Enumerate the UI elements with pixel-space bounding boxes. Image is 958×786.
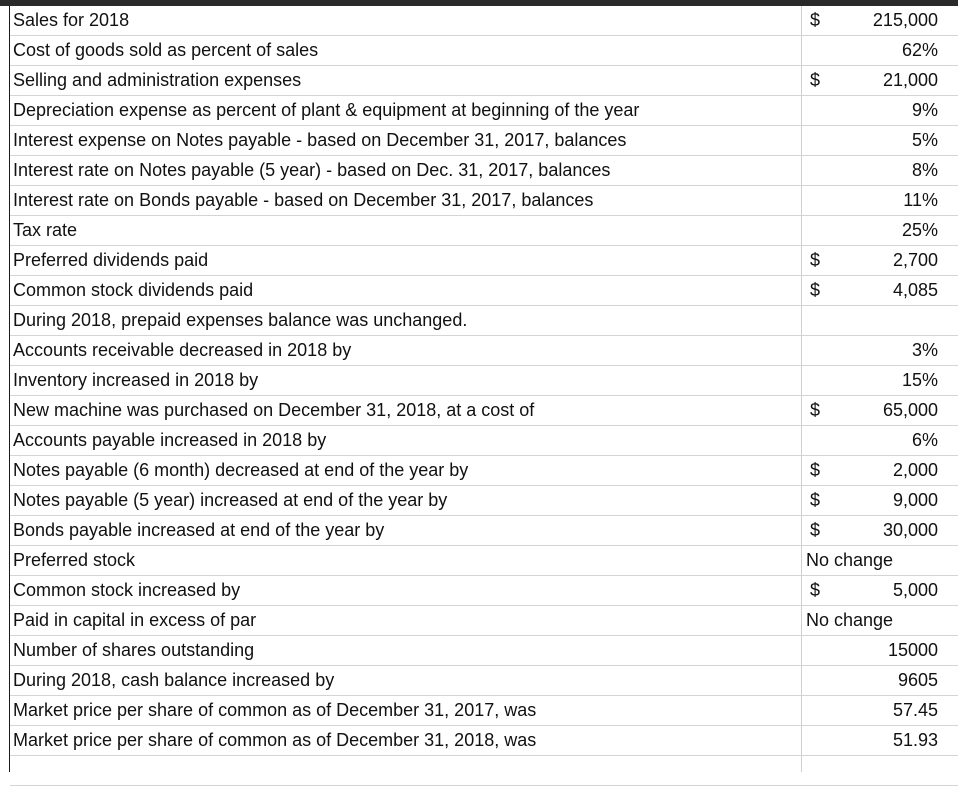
row-label-cell[interactable]: Common stock increased by xyxy=(13,580,241,600)
table-row xyxy=(10,756,958,786)
table-row xyxy=(10,306,958,336)
currency-symbol: $ xyxy=(810,280,821,300)
row-label-cell[interactable]: Tax rate xyxy=(13,220,78,240)
table-row xyxy=(10,66,958,96)
table-row xyxy=(10,6,958,36)
row-value-cell[interactable]: 65,000 xyxy=(882,400,938,420)
row-label-cell[interactable]: Notes payable (6 month) decreased at end of the year by xyxy=(13,460,469,480)
row-value-cell[interactable]: 2,000 xyxy=(892,460,938,480)
table-row xyxy=(10,126,958,156)
table-row xyxy=(10,336,958,366)
row-value-cell[interactable]: 9,000 xyxy=(892,490,938,510)
row-label-cell[interactable]: Preferred stock xyxy=(13,550,136,570)
row-label-cell[interactable]: Notes payable (5 year) increased at end of the year by xyxy=(13,490,448,510)
currency-symbol: $ xyxy=(810,580,821,600)
currency-symbol: $ xyxy=(810,490,821,510)
currency-symbol: $ xyxy=(810,520,821,540)
row-label-cell[interactable]: Bonds payable increased at end of the year by xyxy=(13,520,385,540)
row-value-cell[interactable]: 8% xyxy=(911,160,938,180)
currency-symbol: $ xyxy=(810,10,821,30)
row-value-cell[interactable]: 15000 xyxy=(887,640,938,660)
row-value-cell[interactable]: 15% xyxy=(901,370,938,390)
row-value-cell[interactable]: 2,700 xyxy=(892,250,938,270)
row-label-cell[interactable]: Sales for 2018 xyxy=(13,10,130,30)
row-value-cell[interactable]: 25% xyxy=(901,220,938,240)
row-label-cell[interactable]: Number of shares outstanding xyxy=(13,640,255,660)
row-label-cell[interactable]: During 2018, cash balance increased by xyxy=(13,670,335,690)
table-row xyxy=(10,156,958,186)
row-label-cell[interactable]: Interest expense on Notes payable - based on December 31, 2017, balances xyxy=(13,130,627,150)
row-label-cell[interactable]: New machine was purchased on December 31, 2018, at a cost of xyxy=(13,400,535,420)
row-label-cell[interactable]: During 2018, prepaid expenses balance was unchanged. xyxy=(13,310,468,330)
row-value-cell[interactable]: 5,000 xyxy=(892,580,938,600)
row-label-cell[interactable]: Selling and administration expenses xyxy=(13,70,302,90)
row-value-cell[interactable]: 9% xyxy=(911,100,938,120)
row-label-cell[interactable]: Cost of goods sold as percent of sales xyxy=(13,40,319,60)
table-row xyxy=(10,486,958,516)
row-header-edge xyxy=(0,6,10,772)
row-label-cell[interactable]: Accounts receivable decreased in 2018 by xyxy=(13,340,352,360)
table-row xyxy=(10,696,958,726)
row-value-cell[interactable]: 51.93 xyxy=(892,730,938,750)
row-value-cell[interactable]: 3% xyxy=(911,340,938,360)
currency-symbol: $ xyxy=(810,250,821,270)
row-value-cell[interactable]: 9605 xyxy=(897,670,938,690)
table-row xyxy=(10,96,958,126)
row-label-cell[interactable]: Inventory increased in 2018 by xyxy=(13,370,259,390)
currency-symbol: $ xyxy=(810,400,821,420)
row-label-cell[interactable]: Market price per share of common as of December 31, 2017, was xyxy=(13,700,537,720)
table-row xyxy=(10,186,958,216)
row-label-cell[interactable]: Interest rate on Notes payable (5 year) - based on Dec. 31, 2017, balances xyxy=(13,160,611,180)
table-row xyxy=(10,276,958,306)
row-value-cell[interactable]: 4,085 xyxy=(892,280,938,300)
row-value-cell[interactable]: 5% xyxy=(911,130,938,150)
table-row xyxy=(10,726,958,756)
table-row xyxy=(10,606,958,636)
row-value-cell[interactable]: 62% xyxy=(901,40,938,60)
row-label-cell[interactable]: Market price per share of common as of December 31, 2018, was xyxy=(13,730,537,750)
table-row xyxy=(10,396,958,426)
table-row xyxy=(10,636,958,666)
currency-symbol: $ xyxy=(810,460,821,480)
row-value-cell[interactable]: 57.45 xyxy=(892,700,938,720)
table-row xyxy=(10,36,958,66)
row-label-cell[interactable]: Preferred dividends paid xyxy=(13,250,209,270)
row-label-cell[interactable]: Common stock dividends paid xyxy=(13,280,254,300)
table-row xyxy=(10,246,958,276)
row-value-cell[interactable]: No change xyxy=(806,610,894,630)
row-label-cell[interactable]: Interest rate on Bonds payable - based on December 31, 2017, balances xyxy=(13,190,594,210)
row-value-cell[interactable]: 30,000 xyxy=(882,520,938,540)
data-table xyxy=(10,6,958,786)
currency-symbol: $ xyxy=(810,70,821,90)
table-row xyxy=(10,456,958,486)
table-row xyxy=(10,546,958,576)
table-row xyxy=(10,516,958,546)
row-value-cell[interactable]: 6% xyxy=(911,430,938,450)
row-label-cell[interactable]: Paid in capital in excess of par xyxy=(13,610,257,630)
table-row xyxy=(10,666,958,696)
row-value-cell[interactable]: 11% xyxy=(903,190,938,210)
row-value-cell[interactable]: No change xyxy=(806,550,894,570)
row-label-cell[interactable]: Depreciation expense as percent of plant & equipment at beginning of the year xyxy=(13,100,640,120)
table-row xyxy=(10,576,958,606)
row-label-cell[interactable]: Accounts payable increased in 2018 by xyxy=(13,430,327,450)
row-value-cell[interactable]: 215,000 xyxy=(872,10,938,30)
table-row xyxy=(10,426,958,456)
table-row xyxy=(10,216,958,246)
table-row xyxy=(10,366,958,396)
row-value-cell[interactable]: 21,000 xyxy=(882,70,938,90)
